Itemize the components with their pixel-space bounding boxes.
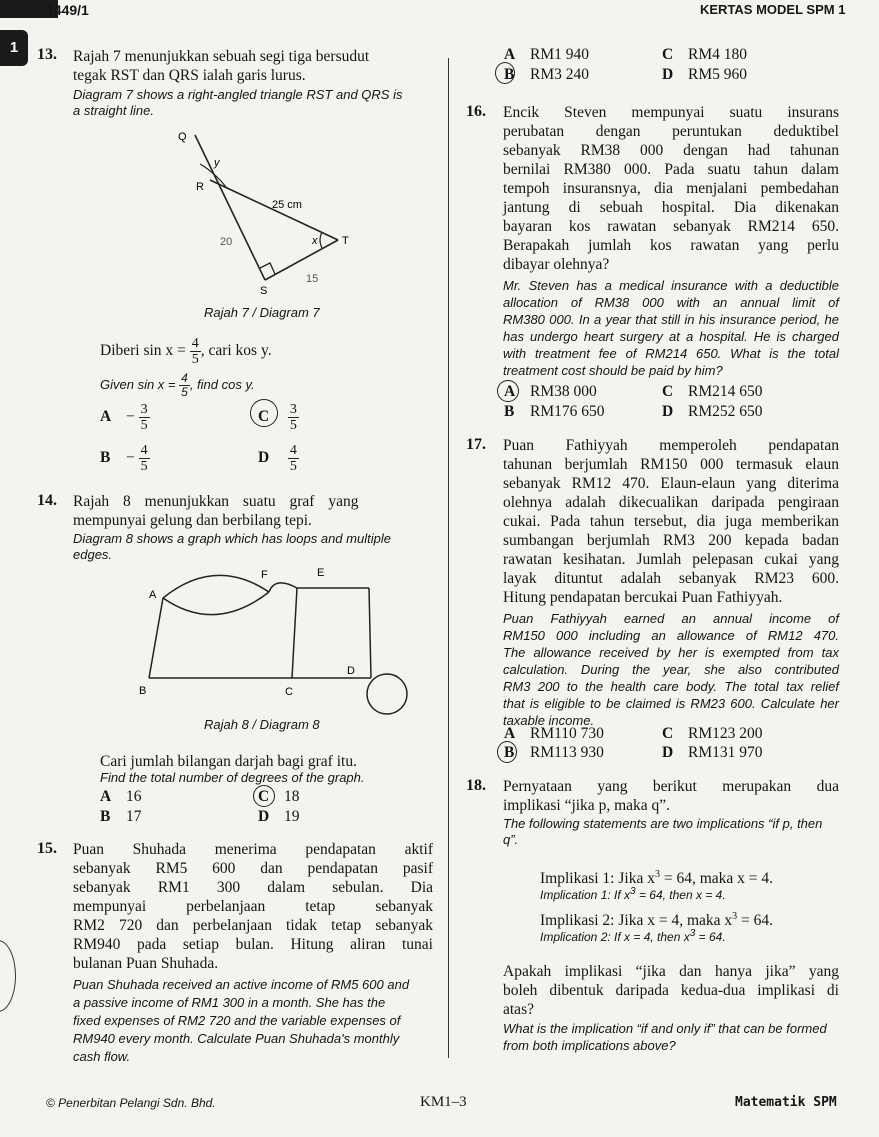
q16-english-line: has undergo heart surgery at a hospital. He is charged (503, 329, 839, 344)
handwritten-note-1: 20 (220, 236, 233, 248)
angle-x-arc (320, 232, 322, 248)
option-value: RM110 730 (530, 725, 604, 742)
handwritten-note-2: 15 (306, 273, 319, 285)
q14-option-a[interactable] (100, 788, 142, 806)
option-letter: D (662, 403, 674, 420)
option-letter: C (662, 383, 674, 400)
option-letter: A (504, 46, 516, 63)
impl-text: = 64, then x = 4. (635, 888, 726, 902)
q16-english-line: RM380 000. In a year that still in his insurance period, he (503, 312, 839, 327)
q15-malay-line: sebanyak RM5 600 dan pendapatan pasif (73, 860, 433, 877)
q17-english-line: taxable income. (503, 713, 595, 728)
option-value: RM5 960 (688, 66, 747, 83)
option-letter: D (258, 449, 270, 467)
q15-english-line: a passive income of RM1 300 in a month. She has the (73, 995, 386, 1010)
q15-malay-line: RM2 720 dan perbelanjaan tidak tetap sebanyak (73, 917, 433, 934)
option-letter: A (100, 408, 112, 426)
q15-malay-line: Puan Shuhada menerima pendapatan aktif (73, 841, 433, 858)
q14-english-2: edges. (73, 547, 113, 562)
edge-A-F-upper (163, 575, 269, 598)
vertex-label-A: A (149, 589, 157, 601)
q17-english-line: calculation. During the year, she also contributed (503, 662, 839, 677)
q17-malay-text (503, 436, 839, 607)
q15-english-line: RM940 every month. Calculate Puan Shuhada's monthly (73, 1031, 400, 1046)
q15-option-c[interactable] (662, 46, 747, 64)
option-letter: C (258, 408, 270, 426)
q13-given-english-end: , find cos y. (189, 376, 255, 392)
q13-option-c[interactable] (258, 402, 299, 433)
footer-subject: Matematik SPM (735, 1095, 837, 1110)
edge-G-D (369, 588, 371, 678)
q16-option-d[interactable] (662, 403, 763, 421)
q17-english-line: Puan Fathiyyah earned an annual income of (503, 611, 839, 626)
q16-malay-line: bayaran kos rawatan sebanyak RM214 650. (503, 218, 839, 235)
label-R: R (196, 181, 204, 193)
q17-number: 17. (466, 436, 486, 453)
page-margin-bracket (0, 940, 16, 1012)
q13-given-english-text: Given sin x = (100, 376, 176, 392)
label-Q: Q (178, 131, 187, 143)
vertex-label-D: D (347, 665, 355, 677)
q17-malay-line: sebanyak RM12 470. Elaun-elaun yang diterima (503, 475, 839, 492)
q14-english-1: Diagram 8 shows a graph which has loops and multiple (73, 531, 391, 546)
fraction-denominator: 5 (289, 418, 297, 433)
q17-option-c[interactable] (662, 725, 763, 743)
q16-option-c[interactable] (662, 383, 763, 401)
option-letter: A (504, 383, 516, 400)
label-x: x (312, 235, 318, 247)
q13-option-a[interactable] (100, 402, 150, 433)
q15-english-line: fixed expenses of RM2 720 and the variable expenses of (73, 1013, 401, 1028)
paper-code: 1449/1 (46, 2, 89, 18)
q15-malay-line: mempunyai perbelanjaan tetap sebanyak (73, 898, 433, 915)
q13-given-malay (100, 336, 272, 367)
edge-E-C (292, 588, 297, 678)
fraction-denominator: 5 (289, 459, 297, 474)
vertex-label-F: F (261, 569, 268, 581)
q15-option-b[interactable] (504, 66, 589, 84)
q13-caption: Rajah 7 / Diagram 7 (204, 305, 320, 320)
q15-malay-line: RM940 pada setiap bulan. Hitung aliran tunai (73, 936, 433, 953)
impl-text: = 64. (695, 930, 726, 944)
fraction-numerator: 4 (289, 443, 297, 458)
cube-superscript: 3 (732, 911, 738, 922)
q17-malay-line: olehnya adalah dikecualikan daripada pengiraan (503, 494, 839, 511)
q16-malay-line: dibayar olehnya? (503, 256, 610, 273)
q15-option-a[interactable] (504, 46, 589, 64)
q17-english-line: RM150 000 including an allowance of RM12 470. (503, 628, 839, 643)
q13-malay-2: tegak RST dan QRS ialah garis lurus. (73, 67, 306, 84)
option-letter: C (662, 46, 674, 63)
q17-english-text (503, 610, 839, 729)
q18-number: 18. (466, 777, 486, 794)
diagram-8-graph (135, 562, 415, 712)
q16-malay-line: perubatan dengan peruntukan deduktibel (503, 123, 839, 140)
fraction-denominator: 5 (191, 352, 199, 367)
loop-at-D (367, 674, 407, 714)
q15-number: 15. (37, 840, 57, 857)
implication-2-english (540, 925, 726, 946)
option-value: RM131 970 (688, 744, 763, 761)
q17-malay-line: rawatan kesihatan. Jumlah pelepasan cukai yang (503, 551, 839, 568)
q16-option-a[interactable] (504, 383, 597, 401)
q18-question-english (503, 1020, 843, 1054)
q15-english-text (73, 976, 433, 1066)
option-value: 17 (126, 808, 142, 825)
fraction-numerator: 4 (191, 336, 199, 351)
q18-question-malay (503, 962, 839, 1019)
q16-english-line: treatment cost should be paid by him? (503, 363, 723, 378)
q18-malay-2: implikasi “jika p, maka q”. (503, 797, 671, 814)
option-letter: B (504, 403, 515, 420)
q16-malay-text (503, 103, 839, 274)
q17-malay-line: layak dituntut adalah sebanyak RM23 600. (503, 570, 839, 587)
option-value: RM3 240 (530, 66, 589, 83)
option-fraction (288, 443, 299, 474)
paper-title: KERTAS MODEL SPM 1 (700, 2, 846, 17)
option-letter: B (100, 808, 111, 825)
option-fraction (288, 402, 299, 433)
q15-option-d[interactable] (662, 66, 747, 84)
q16-english-line: allocation of RM38 000 with an annual limit of (503, 295, 839, 310)
option-value: RM123 200 (688, 725, 763, 742)
fraction-numerator: 4 (140, 443, 148, 458)
q16-malay-line: Berapakah jumlah kos rawatan yang perlu (503, 237, 839, 254)
fraction-denominator: 5 (140, 418, 148, 433)
edge-A-B (149, 598, 163, 678)
impl-text: = 64, maka x = 4. (659, 870, 774, 888)
q18-question-english-line: from both implications above? (503, 1038, 676, 1053)
impl-text: Implikasi 1: Jika x (540, 870, 655, 888)
impl-text: Implikasi 2: Jika x = 4, maka x (540, 912, 733, 930)
q14-question-malay: Cari jumlah bilangan darjah bagi graf itu. (100, 753, 357, 770)
diagram-7-triangle (178, 120, 360, 300)
option-sign: − (126, 449, 135, 467)
fraction-numerator: 3 (289, 402, 297, 417)
vertex-label-E: E (317, 567, 325, 579)
q14-caption: Rajah 8 / Diagram 8 (204, 717, 320, 732)
q17-malay-line: tahunan berjumlah RM150 000 termasuk elaun (503, 456, 839, 473)
fraction-numerator: 3 (140, 402, 148, 417)
q15-malay-line: sebanyak RM1 300 dalam sebulan. Dia (73, 879, 433, 896)
impl-text: = 64. (737, 912, 774, 930)
q18-malay-1: Pernyataan yang berikut merupakan dua (503, 778, 839, 795)
option-value: RM252 650 (688, 403, 763, 420)
option-fraction (139, 402, 150, 433)
q13-malay-1: Rajah 7 menunjukkan sebuah segi tiga bersudut (73, 48, 370, 65)
q14-malay-2: mempunyai gelung dan berbilang tepi. (73, 512, 312, 529)
q14-malay-1: Rajah 8 menunjukkan suatu graf yang (73, 493, 359, 510)
q16-malay-line: bernilai RM380 000. Pada suatu tahun dalam (503, 161, 839, 178)
line-QS (195, 135, 265, 280)
option-letter: C (662, 725, 674, 742)
q13-given-malay-text: Diberi sin x = (100, 342, 186, 360)
option-sign: − (126, 408, 135, 426)
column-divider (448, 58, 449, 1058)
q15-english-line: Puan Shuhada received an active income of RM5 600 and (73, 977, 410, 992)
q14-option-b[interactable] (100, 808, 142, 826)
q16-english-line: with treatment fee of RM214 650. What is the total (503, 346, 839, 361)
q13-given-malay-end: , cari kos y. (200, 342, 272, 360)
option-letter: B (100, 449, 111, 467)
q17-malay-line: Puan Fathiyyah memperoleh pendapatan (503, 437, 839, 454)
right-angle-mark (260, 263, 275, 274)
q13-english-2: a straight line. (73, 103, 154, 118)
option-value: 18 (284, 788, 300, 805)
fraction-denominator: 5 (181, 385, 188, 399)
fraction-numerator: 4 (181, 371, 188, 385)
q17-option-b[interactable] (504, 744, 604, 762)
q13-given-english (100, 372, 255, 399)
q15-malay-text (73, 840, 433, 973)
option-value: RM4 180 (688, 46, 747, 63)
q16-number: 16. (466, 103, 486, 120)
option-letter: B (504, 744, 515, 761)
q13-english-1: Diagram 7 shows a right-angled triangle RST and QRS is (73, 87, 403, 102)
q14-number: 14. (37, 492, 57, 509)
q13-number: 13. (37, 46, 57, 63)
q17-english-line: RM3 200 to the health care body. The total tax relief (503, 679, 839, 694)
q14-option-c[interactable] (258, 788, 300, 806)
q15-malay-line: bulanan Puan Shuhada. (73, 955, 219, 972)
option-value: RM1 940 (530, 46, 589, 63)
option-value: 19 (284, 808, 300, 825)
sidebar-tab-label: 1 (9, 39, 19, 56)
q17-malay-line: Hitung pendapatan bercukai Puan Fathiyyah. (503, 589, 783, 606)
sidebar-tab (0, 30, 28, 66)
label-y: y (214, 157, 220, 169)
implication-1-english (540, 883, 726, 904)
q18-english-1: The following statements are two implications “if p, then (503, 816, 823, 831)
q18-english-2: q”. (503, 832, 519, 847)
footer-page-number: KM1–3 (420, 1094, 467, 1110)
q14-question-english: Find the total number of degrees of the graph. (100, 770, 365, 785)
q13-given-fraction (190, 336, 201, 367)
q18-question-line: Apakah implikasi “jika dan hanya jika” yang (503, 963, 839, 980)
edge-A-F-lower (163, 592, 269, 615)
q17-option-d[interactable] (662, 744, 763, 762)
footer-publisher: © Penerbitan Pelangi Sdn. Bhd. (46, 1096, 216, 1110)
q16-malay-line: tempoh insuransnya, dia menjalani pembedahan (503, 180, 839, 197)
q13-given-english-fraction (179, 372, 190, 399)
option-letter: A (504, 725, 516, 742)
q16-malay-line: sebanyak RM38 000 dengan had tahunan (503, 142, 839, 159)
q18-question-line: boleh dibentuk daripada kedua-dua implikasi di (503, 982, 839, 999)
option-letter: C (258, 788, 270, 805)
impl-text: Implication 2: If x = 4, then x (540, 930, 690, 944)
q17-malay-line: cukai. Pada tahun tersebut, dia juga memberikan (503, 513, 839, 530)
edge-F-E (269, 583, 297, 592)
option-value: 16 (126, 788, 142, 805)
q16-english-line: Mr. Steven has a medical insurance with a deductible (503, 278, 839, 293)
q16-option-b[interactable] (504, 403, 605, 421)
impl-text: Implication 1: If x (540, 888, 631, 902)
line-ST (265, 240, 338, 280)
option-value: RM38 000 (530, 383, 597, 400)
q17-english-line: that is eligible to be claimed is RM23 600. Calculate her (503, 696, 839, 711)
q14-option-d[interactable] (258, 808, 300, 826)
label-side: 25 cm (272, 199, 302, 211)
q13-option-d[interactable] (258, 443, 299, 474)
option-letter: D (258, 808, 270, 825)
q17-option-a[interactable] (504, 725, 604, 743)
label-T: T (342, 235, 349, 247)
q18-question-line: atas? (503, 1001, 534, 1018)
option-letter: D (662, 66, 674, 83)
vertex-label-C: C (285, 686, 293, 698)
q17-malay-line: sumbangan berjumlah RM3 200 kepada badan (503, 532, 839, 549)
cube-superscript: 3 (630, 886, 636, 897)
option-fraction (139, 443, 150, 474)
q13-option-b[interactable] (100, 443, 150, 474)
option-value: RM214 650 (688, 383, 763, 400)
option-letter: B (504, 66, 515, 83)
vertex-label-B: B (139, 685, 147, 697)
option-value: RM176 650 (530, 403, 605, 420)
option-value: RM113 930 (530, 744, 604, 761)
q16-english-text (503, 277, 839, 379)
cube-superscript: 3 (654, 869, 660, 880)
fraction-denominator: 5 (140, 459, 148, 474)
q18-question-english-line: What is the implication “if and only if” that can be formed (503, 1021, 827, 1036)
label-S: S (260, 285, 268, 297)
option-letter: A (100, 788, 112, 805)
q15-english-line: cash flow. (73, 1049, 131, 1064)
q16-malay-line: jantung di sebuah hospital. Dia dikenakan (503, 199, 839, 216)
cube-superscript: 3 (689, 928, 696, 939)
q16-malay-line: Encik Steven mempunyai suatu insurans (503, 104, 839, 121)
q17-english-line: The allowance received by her is exempted from tax (503, 645, 839, 660)
option-letter: D (662, 744, 674, 761)
